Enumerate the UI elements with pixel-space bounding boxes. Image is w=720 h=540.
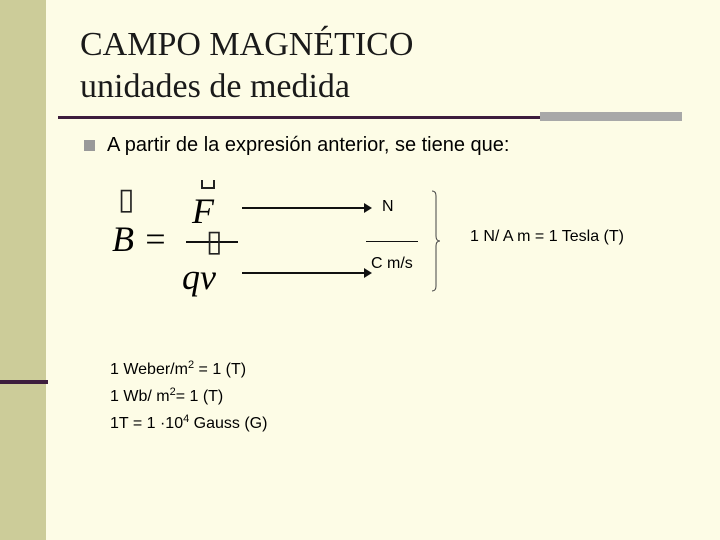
title-line-1: CAMPO MAGNÉTICO — [80, 26, 414, 63]
title-underline-gray — [540, 112, 682, 121]
vector-arrow-icon — [201, 180, 215, 189]
unit-equivalences — [110, 354, 267, 435]
arrow-to-numerator-unit — [242, 207, 366, 209]
placeholder-glyph-v: ▯ — [206, 225, 223, 258]
wb-equivalence: 1 Wb/ $m^2= 1$ (T) — [110, 386, 224, 405]
left-decorative-band — [0, 0, 46, 540]
weber-equivalence: 1 Weber/$m^2 = 1$ (T) — [110, 359, 247, 378]
slide-title — [80, 24, 413, 108]
magnetic-field-formula — [110, 180, 240, 300]
bullet-item — [84, 134, 509, 157]
arrow-to-denominator-unit — [242, 272, 366, 274]
formula-lhs: B = — [112, 219, 168, 259]
unit-denominator: C m/s — [371, 255, 413, 272]
gauss-equivalence: $1T = 1 \cdot 10^4$ Gauss (G) — [110, 413, 268, 432]
right-brace-icon — [432, 190, 440, 292]
formula-denominator: qv — [182, 257, 216, 297]
title-underline — [58, 116, 540, 119]
left-band-accent-line — [0, 380, 48, 384]
unit-fraction-line — [366, 241, 418, 242]
placeholder-glyph-b: ▯ — [118, 183, 135, 216]
bullet-square-icon — [84, 140, 95, 151]
title-line-2: unidades de medida — [80, 68, 351, 105]
bullet-text: A partir de la expresión anterior, se tiene que: — [107, 134, 510, 156]
formula-numerator: F — [192, 191, 214, 231]
tesla-definition: 1 N/ A m = 1 Tesla (T) — [470, 228, 624, 245]
unit-numerator: N — [382, 198, 394, 215]
